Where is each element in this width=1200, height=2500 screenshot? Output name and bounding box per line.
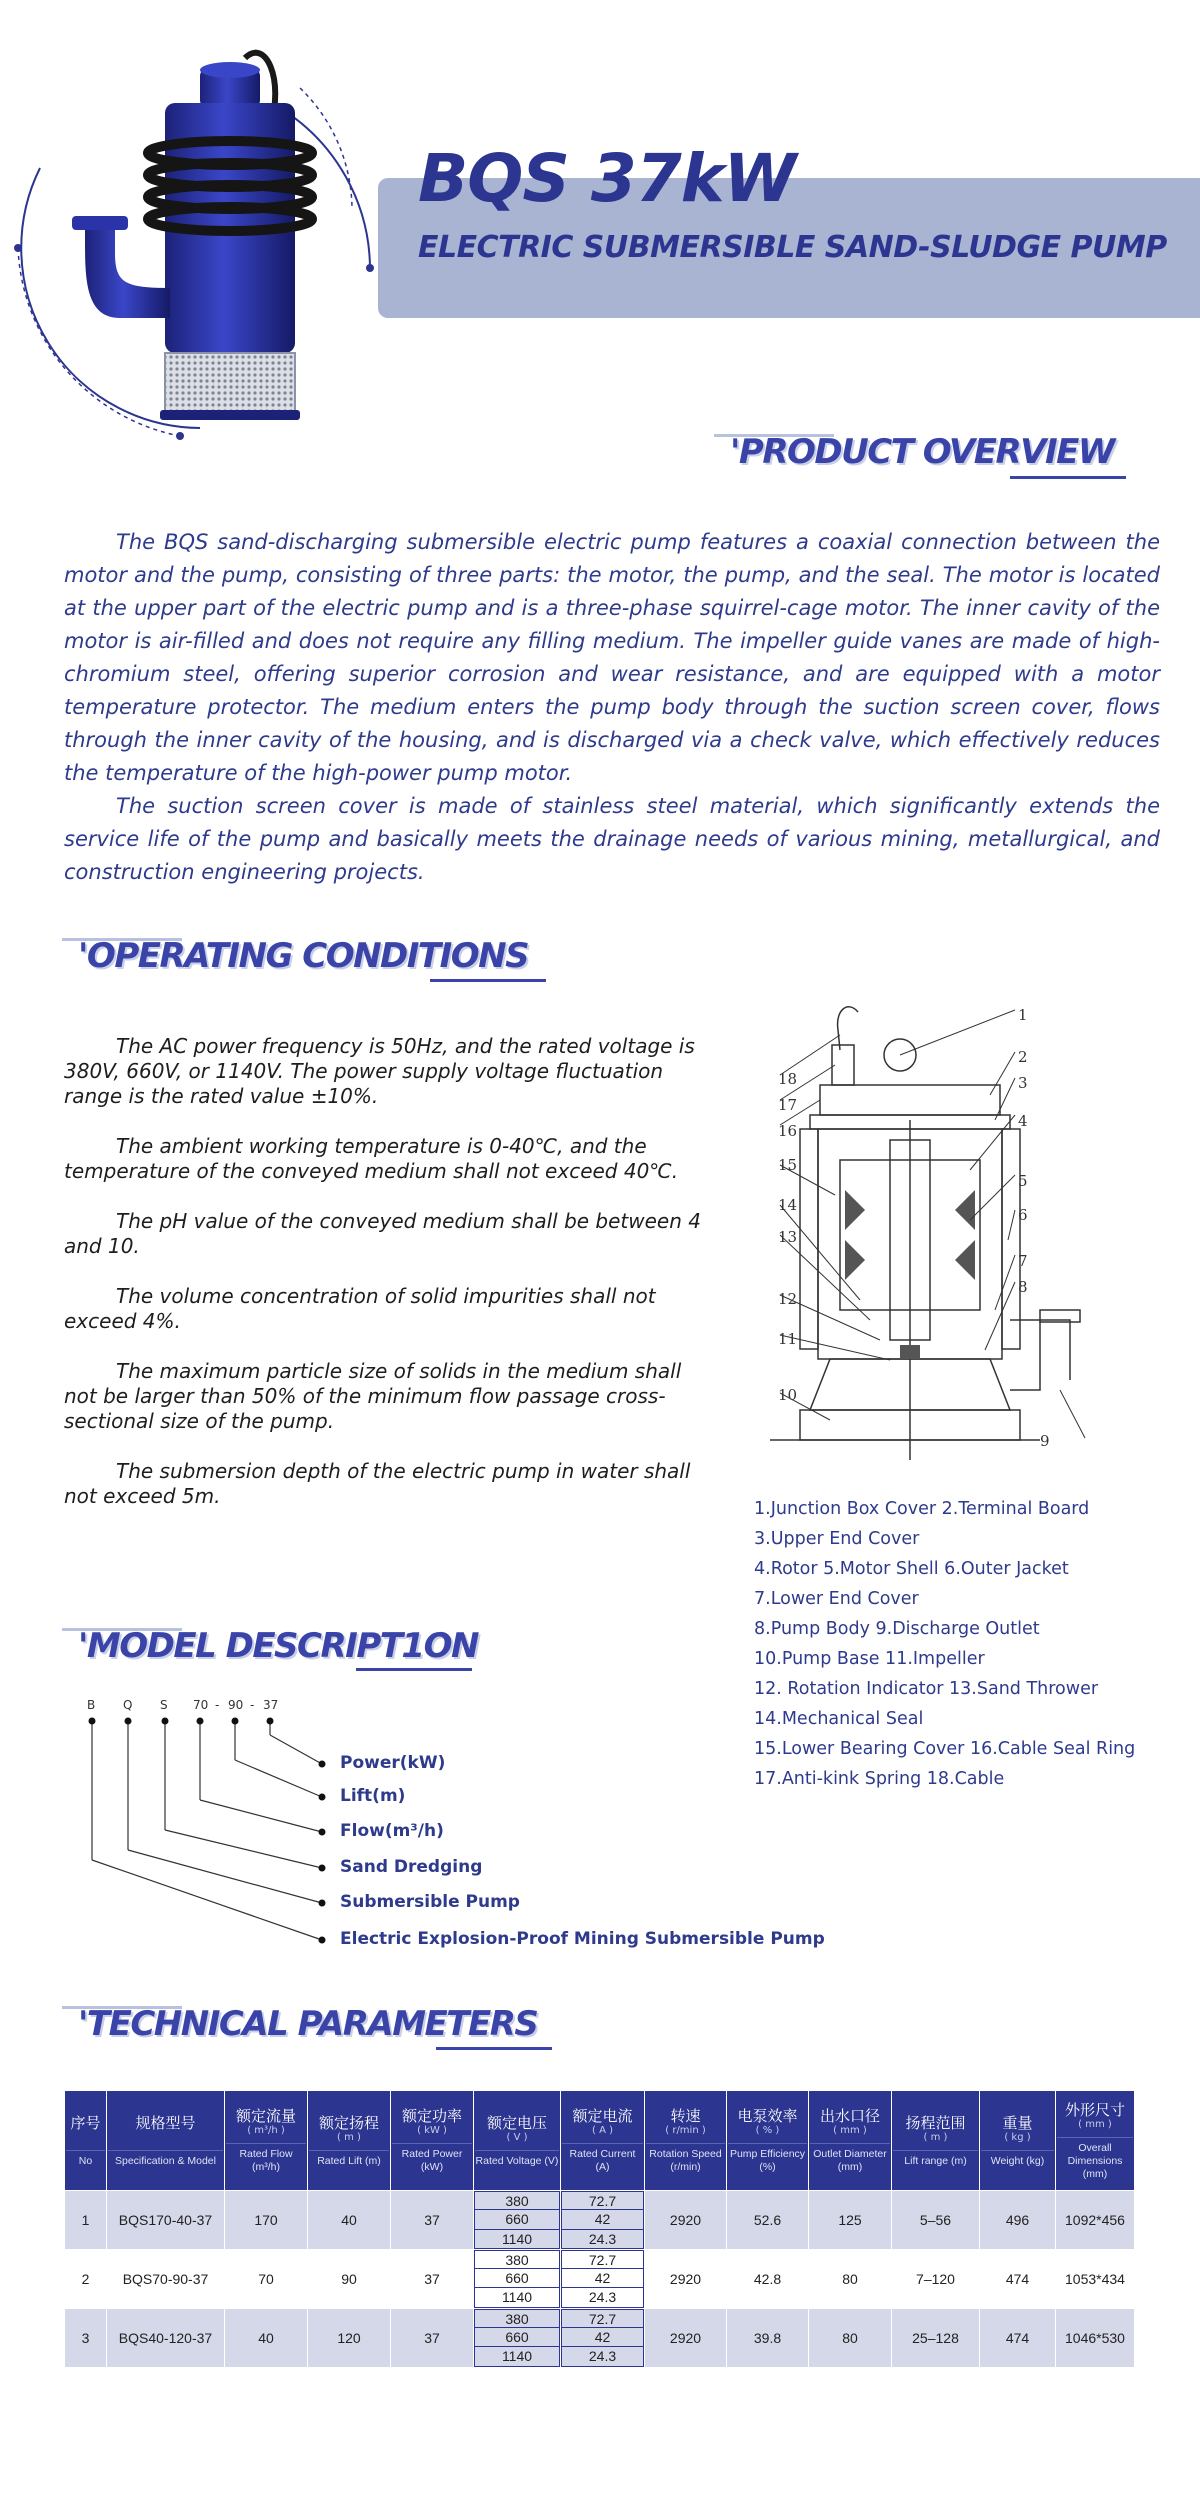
header-unit-label: ( mm ) (1078, 2118, 1112, 2130)
legend-line: 17.Anti-kink Spring 18.Cable (754, 1769, 1005, 1789)
overview-paragraph: The BQS sand-discharging submersible electric pump features a coaxial connection between the motor and the pump, consisting of three parts: the motor, the pump, and the seal. The motor is located at the upper part of the electric pump and is a three-phase squirrel-cage motor. The inner cavity of the motor is air-filled and does not require any filling medium. The impeller guide vanes are made of high-chromium steel, offering superior corrosion and wear resistance, and are equipped with a motor temperature protector. The medium enters the pump body through the suction screen cover, flows through the inner cavity of the housing, and is discharged via a check valve, which effectively reduces the temperature of the high-power pump motor. (64, 530, 1160, 785)
table-cell-weight: 474 (980, 2249, 1056, 2308)
model-label: Submersible Pump (340, 1892, 520, 1912)
conditions-heading: 'OPERATING CONDITIONS (78, 936, 529, 976)
header-cn-label: 出水口径 (819, 2107, 880, 2125)
table-subcell: 72.7 (561, 2191, 644, 2210)
legend-line: 4.Rotor 5.Motor Shell 6.Outer Jacket (754, 1559, 1069, 1579)
table-subcell: 660 (474, 2328, 560, 2347)
table-cell-flow: 170 (225, 2191, 308, 2250)
model-code-letter: 90 (228, 1698, 244, 1712)
header-cn-label: 额定电压 (486, 2113, 547, 2132)
table-cell-weight: 496 (980, 2191, 1056, 2250)
model-label: Sand Dredging (340, 1857, 483, 1877)
legend-line: 15.Lower Bearing Cover 16.Cable Seal Ring (754, 1739, 1136, 1759)
header-unit-label: ( % ) (755, 2125, 780, 2136)
table-header-cell (645, 2091, 727, 2191)
table-cell-power: 37 (391, 2191, 474, 2250)
technical-heading: 'TECHNICAL PARAMETERS (78, 2004, 538, 2044)
diagram-callout-number: 11 (778, 1330, 798, 1348)
table-header-cell (727, 2091, 809, 2191)
table-header-cell (225, 2091, 308, 2191)
diagram-callout-number: 16 (778, 1122, 798, 1140)
diagram-callout-number: 17 (778, 1096, 798, 1114)
diagram-callout-number: 9 (1040, 1432, 1050, 1450)
header-en-label: Pump Efficiency (%) (729, 2148, 806, 2173)
table-cell-lift: 120 (308, 2308, 391, 2367)
table-subcell: 1140 (474, 2230, 560, 2249)
table-header-cell (474, 2091, 561, 2191)
table-subcell: 380 (474, 2309, 560, 2328)
table-cell-no: 2 (65, 2249, 107, 2308)
table-subcell: 72.7 (561, 2309, 644, 2328)
table-cell-flow: 40 (225, 2308, 308, 2367)
pump-product-image (0, 18, 390, 448)
header-unit-label: ( V ) (506, 2131, 528, 2143)
table-cell-speed: 2920 (645, 2191, 727, 2250)
table-cell-voltage (474, 2308, 561, 2367)
table-cell-flow: 70 (225, 2249, 308, 2308)
table-subcell: 660 (474, 2210, 560, 2229)
header-en-label: Weight (kg) (990, 2154, 1045, 2167)
table-cell-model: BQS70-90-37 (107, 2249, 225, 2308)
table-row (65, 2308, 1135, 2367)
header-cn-label: 额定电流 (572, 2107, 633, 2125)
table-subcell: 1140 (474, 2347, 560, 2366)
header-cn-label: 转速 (670, 2107, 701, 2125)
table-cell-range: 5–56 (892, 2191, 980, 2250)
table-cell-voltage (474, 2191, 561, 2250)
legend-line: 8.Pump Body 9.Discharge Outlet (754, 1619, 1040, 1639)
header-en-label: Rated Voltage (V) (475, 2154, 559, 2167)
diagram-callout-number: 3 (1018, 1074, 1028, 1092)
legend-line: 12. Rotation Indicator 13.Sand Thrower (754, 1679, 1099, 1699)
header-cn-label: 电泵效率 (737, 2107, 798, 2125)
table-header-cell (65, 2091, 107, 2191)
table-header-cell (308, 2091, 391, 2191)
heading-underline (430, 979, 546, 982)
header-cn-label: 额定扬程 (318, 2113, 379, 2132)
table-cell-dims: 1053*434 (1056, 2249, 1135, 2308)
table-header-cell (107, 2091, 225, 2191)
condition-item: The pH value of the conveyed medium shall be between 4 and 10. (64, 1209, 701, 1258)
table-row (65, 2249, 1135, 2308)
table-cell-outlet: 80 (809, 2249, 892, 2308)
header-en-label: Rated Power (kW) (401, 2148, 463, 2173)
diagram-callout-number: 13 (778, 1228, 798, 1246)
header-en-label: Rated Flow (m³/h) (239, 2148, 293, 2173)
header-cn-label: 额定功率 (401, 2107, 462, 2125)
diagram-callout-number: 5 (1018, 1172, 1028, 1190)
table-subcell: 380 (474, 2250, 560, 2269)
diagram-callout-number: 14 (778, 1196, 798, 1214)
table-cell-power: 37 (391, 2308, 474, 2367)
table-cell-speed: 2920 (645, 2308, 727, 2367)
table-header-cell (1056, 2091, 1135, 2191)
table-cell-power: 37 (391, 2249, 474, 2308)
diagram-callout-number: 7 (1018, 1252, 1028, 1270)
table-cell-outlet: 80 (809, 2308, 892, 2367)
table-cell-dims: 1046*530 (1056, 2308, 1135, 2367)
overview-paragraph: The suction screen cover is made of stainless steel material, which significantly extends the service life of the pump and basically meets the drainage needs of various mining, metallurgical, and construction engineering projects. (64, 794, 1160, 884)
model-code-letter: B (87, 1698, 96, 1712)
condition-item: The ambient working temperature is 0-40℃, and the temperature of the conveyed medium shall not exceed 40℃. (64, 1134, 679, 1183)
header-unit-label: ( kg ) (1004, 2131, 1031, 2143)
header-unit-label: ( m ) (337, 2131, 361, 2143)
model-code-letter: 70 (193, 1698, 209, 1712)
table-cell-no: 3 (65, 2308, 107, 2367)
condition-item: The submersion depth of the electric pump in water shall not exceed 5m. (64, 1459, 691, 1508)
header-cn-label: 规格型号 (135, 2113, 196, 2132)
table-header-cell (809, 2091, 892, 2191)
header-unit-label (108, 2132, 223, 2144)
heading-underline (356, 1668, 472, 1671)
header-en-label: Overall Dimensions (mm) (1067, 2141, 1123, 2180)
header-en-label: Rated Current (A) (569, 2148, 636, 2173)
header-en-label: Specification & Model (115, 2154, 216, 2167)
table-cell-range: 25–128 (892, 2308, 980, 2367)
diagram-callout-number: 8 (1018, 1278, 1028, 1296)
table-subcell: 1140 (474, 2288, 560, 2307)
diagram-callout-number: 6 (1018, 1206, 1028, 1224)
table-cell-outlet: 125 (809, 2191, 892, 2250)
conditions-list (64, 1034, 704, 1534)
legend-line: 14.Mechanical Seal (754, 1709, 924, 1729)
header-unit-label: ( m³/h ) (247, 2125, 285, 2136)
technical-parameters-table (64, 2090, 1135, 2368)
table-row (65, 2191, 1135, 2250)
model-heading: 'MODEL DESCRIPT1ON (78, 1626, 478, 1666)
table-subcell: 42 (561, 2269, 644, 2288)
table-cell-eff: 39.8 (727, 2308, 809, 2367)
condition-item: The volume concentration of solid impurities shall not exceed 4%. (64, 1284, 656, 1333)
model-code-letter: S (160, 1698, 168, 1712)
header-cn-label: 额定流量 (235, 2107, 296, 2125)
diagram-callout-number: 15 (778, 1156, 798, 1174)
header-cn-label: 重量 (1002, 2113, 1033, 2132)
table-header-cell (892, 2091, 980, 2191)
model-code-letter: - (250, 1698, 255, 1712)
header-en-label: Lift range (m) (904, 2154, 967, 2167)
table-cell-voltage (474, 2249, 561, 2308)
legend-line: 10.Pump Base 11.Impeller (754, 1649, 985, 1669)
table-cell-eff: 42.8 (727, 2249, 809, 2308)
legend-line: 7.Lower End Cover (754, 1589, 919, 1609)
diagram-callout-number: 12 (778, 1290, 798, 1308)
page-subtitle: ELECTRIC SUBMERSIBLE SAND-SLUDGE PUMP (418, 230, 1167, 265)
table-cell-lift: 40 (308, 2191, 391, 2250)
header-unit-label: ( m ) (923, 2131, 948, 2143)
diagram-callout-number: 4 (1018, 1112, 1028, 1130)
table-subcell: 24.3 (561, 2288, 644, 2307)
table-cell-model: BQS40-120-37 (107, 2308, 225, 2367)
condition-item: The AC power frequency is 50Hz, and the rated voltage is 380V, 660V, or 1140V. The power supply voltage fluctuation range is the rated value ±10%. (64, 1034, 695, 1108)
legend-line: 1.Junction Box Cover 2.Terminal Board (754, 1499, 1090, 1519)
table-cell-current (561, 2191, 645, 2250)
table-cell-speed: 2920 (645, 2249, 727, 2308)
table-body (65, 2191, 1135, 2368)
condition-item: The maximum particle size of solids in the medium shall not be larger than 50% of the minimum flow passage cross-sectional size of the pump. (64, 1359, 682, 1433)
model-code-letter: - (215, 1698, 220, 1712)
table-subcell: 42 (561, 2328, 644, 2347)
table-cell-eff: 52.6 (727, 2191, 809, 2250)
header-cn-label: 外形尺寸 (1064, 2100, 1125, 2119)
table-header-cell (391, 2091, 474, 2191)
table-cell-no: 1 (65, 2191, 107, 2250)
model-label: Power(kW) (340, 1753, 446, 1773)
model-label: Electric Explosion-Proof Mining Submersible Pump (340, 1929, 825, 1949)
model-code-letter: 37 (263, 1698, 279, 1712)
header-cn-label: 扬程范围 (905, 2113, 966, 2132)
header-unit-label: ( mm ) (833, 2125, 867, 2136)
table-cell-range: 7–120 (892, 2249, 980, 2308)
page-title: BQS 37kW (418, 140, 796, 217)
table-subcell: 660 (474, 2269, 560, 2288)
legend-line: 3.Upper End Cover (754, 1529, 920, 1549)
table-cell-dims: 1092*456 (1056, 2191, 1135, 2250)
table-cell-current (561, 2308, 645, 2367)
diagram-callout-number: 2 (1018, 1048, 1028, 1066)
header-unit-label (66, 2132, 105, 2144)
header-en-label: Rated Lift (m) (317, 2154, 381, 2167)
diagram-callout-number: 1 (1018, 1006, 1028, 1024)
overview-heading: 'PRODUCT OVERVIEW (730, 432, 1114, 472)
model-code-letter: Q (123, 1698, 133, 1712)
header-en-label: No (78, 2154, 93, 2167)
model-label: Lift(m) (340, 1786, 406, 1806)
table-header-cell (561, 2091, 645, 2191)
table-subcell: 24.3 (561, 2347, 644, 2366)
table-subcell: 72.7 (561, 2250, 644, 2269)
header-unit-label: ( kW ) (417, 2125, 447, 2136)
header-cn-label: 序号 (70, 2113, 101, 2132)
model-label: Flow(m³/h) (340, 1821, 444, 1841)
table-header-row (65, 2091, 1135, 2191)
pump-cross-section-diagram (740, 990, 1150, 1470)
header-en-label: Rotation Speed (r/min) (649, 2148, 722, 2173)
overview-text (64, 526, 1160, 889)
table-subcell: 42 (561, 2210, 644, 2229)
table-cell-lift: 90 (308, 2249, 391, 2308)
table-cell-weight: 474 (980, 2308, 1056, 2367)
heading-underline (436, 2047, 552, 2050)
table-subcell: 24.3 (561, 2230, 644, 2249)
header-unit-label: ( A ) (591, 2125, 613, 2136)
table-header-cell (980, 2091, 1056, 2191)
heading-underline (1010, 476, 1126, 479)
header-unit-label: ( r/min ) (665, 2125, 706, 2136)
table-cell-current (561, 2249, 645, 2308)
model-code-diagram (70, 1690, 830, 1950)
header-en-label: Outlet Diameter (mm) (813, 2148, 887, 2173)
diagram-callout-number: 18 (778, 1070, 798, 1088)
table-subcell: 380 (474, 2191, 560, 2210)
diagram-callout-number: 10 (778, 1386, 798, 1404)
table-cell-model: BQS170-40-37 (107, 2191, 225, 2250)
